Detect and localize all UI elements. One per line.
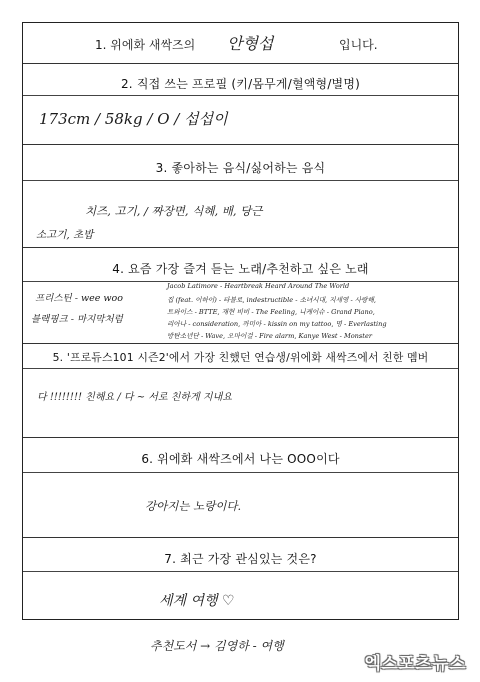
q7-question: 7. 최근 가장 관심있는 것은?	[164, 552, 317, 566]
q6-divider	[23, 472, 458, 473]
q1-name-handwritten: 안형섭	[227, 34, 274, 53]
q4-left-song-2: 블랙핑크 - 마지막처럼	[31, 314, 123, 325]
q3-answer-line2: 소고기, 초밥	[36, 229, 94, 241]
question-6-row	[23, 438, 458, 538]
q4-right-song-4: 리아나 - consideration, 까미아 - kissin on my tattoo, 명 - Everlasting	[167, 320, 387, 328]
footer-recommendation-handwritten: 추천도서 → 김영하 - 여행	[150, 639, 284, 653]
questionnaire-sheet	[22, 22, 459, 620]
question-7-row	[23, 538, 458, 621]
q2-divider	[23, 95, 458, 96]
q7-answer-handwritten: 세계 여행 ♡	[159, 593, 235, 609]
q4-right-song-1: Jacob Latimore - Heartbreak Heard Around The World	[167, 282, 350, 290]
q6-answer-handwritten: 강아지는 노랑이다.	[145, 499, 242, 513]
q3-answer-line1: 치즈, 고기, / 짜장면, 식혜, 배, 당근	[85, 204, 263, 218]
q4-right-song-5: 방탄소년단 - Wave, 오마이걸 - Fire alarm, Kanye West - Monster	[167, 332, 372, 340]
watermark-logo: 엑스포츠뉴스	[364, 654, 466, 674]
q3-divider	[23, 180, 458, 181]
question-2-row	[23, 64, 458, 145]
q2-answer-handwritten: 173cm / 58kg / O / 섭섭이	[39, 110, 228, 128]
q4-question: 4. 요즘 가장 즐겨 듣는 노래/추천하고 싶은 노래	[112, 262, 369, 276]
q7-divider	[23, 571, 458, 572]
q6-question: 6. 위에화 새싹즈에서 나는 OOO이다	[141, 452, 340, 466]
q4-left-song-1: 프리스틴 - wee woo	[35, 293, 123, 304]
q5-question: 5. '프로듀스101 시즌2'에서 가장 친했던 연습생/위에화 새싹즈에서 친한 멤버	[52, 351, 429, 364]
q3-question: 3. 좋아하는 음식/싫어하는 음식	[155, 161, 326, 175]
question-5-row	[23, 344, 458, 438]
q1-prefix: 1. 위에화 새싹즈의	[95, 38, 196, 52]
q4-right-song-2: 집 (feat. 이하이) - 타블로, indestructible - 소녀시대, 지세영 - 사랑해,	[167, 296, 376, 304]
question-4-row	[23, 248, 458, 344]
q5-answer-handwritten: 다 !!!!!!!! 친해요 / 다 ~ 서로 친하게 지내요	[37, 392, 232, 403]
question-1-row	[23, 23, 458, 64]
q4-right-song-3: 트와이스 - BTTE, 재현 비비 - The Feeling, 니케이슈 - Grand Piano,	[167, 308, 375, 316]
question-3-row	[23, 145, 458, 248]
q2-question: 2. 직접 쓰는 프로필 (키/몸무게/혈액형/별명)	[120, 77, 361, 91]
q5-divider	[23, 368, 458, 369]
q1-suffix: 입니다.	[339, 38, 378, 52]
